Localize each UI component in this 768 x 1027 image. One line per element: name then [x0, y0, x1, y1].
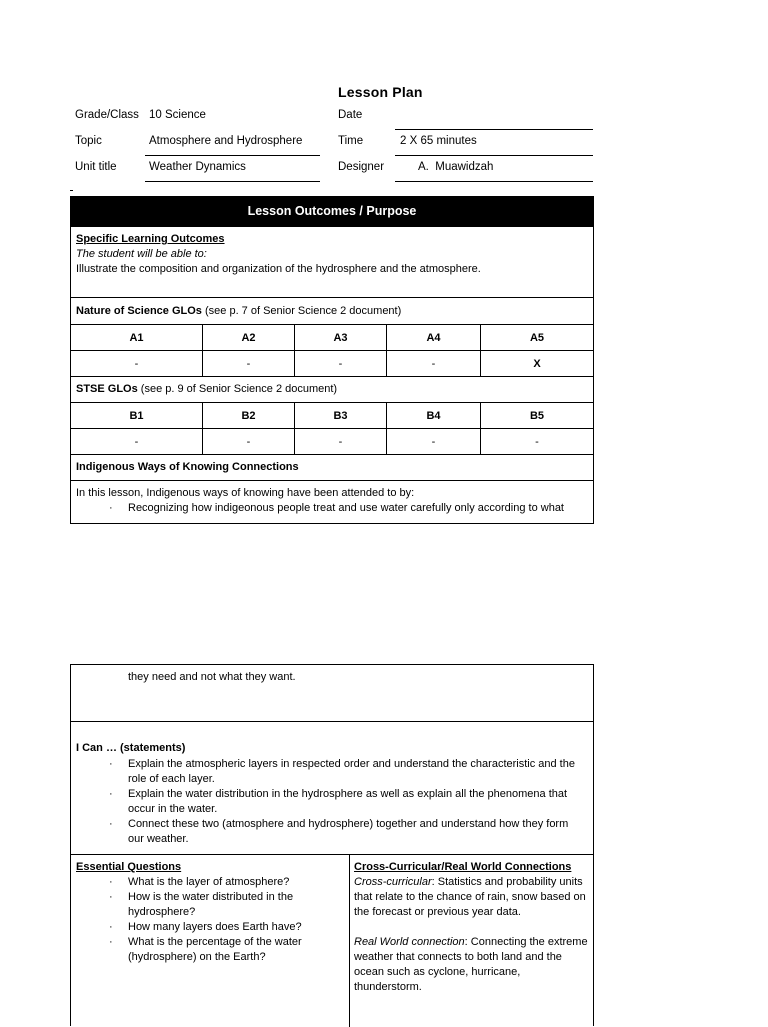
indigenous-intro: In this lesson, Indigenous ways of knowing have been attended to by:: [76, 487, 415, 499]
nos-header-cell: A3: [295, 325, 387, 350]
stse-header-cell: B1: [71, 403, 203, 428]
slo-intro: The student will be able to:: [76, 248, 207, 260]
indigenous-section: [71, 481, 593, 523]
indigenous-heading: Indigenous Ways of Knowing Connections: [76, 461, 299, 473]
eq-heading: Essential Questions: [76, 861, 182, 873]
nos-heading-row: [71, 298, 593, 325]
nos-header-row: [71, 325, 593, 351]
cc-heading: Cross-Curricular/Real World Connections: [354, 861, 572, 873]
stray-mark: [70, 190, 73, 191]
topic-underline: [145, 155, 320, 156]
nos-header-cell: A1: [71, 325, 203, 350]
nos-value-cell: -: [387, 351, 481, 376]
nos-value-cell: -: [71, 351, 203, 376]
continuation-section: [71, 665, 593, 722]
slo-heading: Specific Learning Outcomes: [76, 233, 225, 245]
nos-value-cell: X: [533, 357, 541, 370]
stse-header-row: [71, 403, 593, 429]
eq-item: · How many layers does Earth have?: [71, 920, 344, 935]
stse-header-cell: B3: [295, 403, 387, 428]
topic-label: Topic: [75, 135, 102, 147]
eq-item: · What is the percentage of the water (hydrosphere) on the Earth?: [71, 935, 344, 965]
time-label: Time: [338, 135, 364, 147]
nos-header-cell: A4: [387, 325, 481, 350]
stse-value-cell: -: [203, 429, 295, 454]
designer-value: A. Muawidzah: [418, 161, 494, 173]
nos-note: (see p. 7 of Senior Science 2 document): [201, 305, 402, 317]
stse-header-cell: B2: [203, 403, 295, 428]
date-label: Date: [338, 109, 363, 121]
nos-value-cell: -: [203, 351, 295, 376]
grade-value: 10 Science: [149, 109, 206, 121]
questions-connections-row: [71, 855, 593, 1027]
slo-section: [71, 227, 593, 298]
outcomes-table: [70, 196, 594, 524]
time-value: 2 X 65 minutes: [400, 135, 477, 147]
grade-label: Grade/Class: [75, 109, 139, 121]
rw-text: : Connecting the extreme weather that connects to both land and the ocean such as cyclone, hurricane, thunderstorm.: [354, 936, 588, 993]
stse-value-cell: -: [295, 429, 387, 454]
stse-heading: STSE GLOs: [76, 383, 138, 395]
ican-item: · Explain the atmospheric layers in respected order and understand the characteristic and the role of each layer.: [71, 757, 585, 787]
stse-value-cell: -: [535, 435, 539, 448]
stse-value-cell: -: [387, 429, 481, 454]
indigenous-heading-row: [71, 455, 593, 481]
page-title: Lesson Plan: [338, 84, 423, 100]
eq-item: · What is the layer of atmosphere?: [71, 875, 344, 890]
ican-item: · Connect these two (atmosphere and hydrosphere) together and understand how they form our weather.: [71, 817, 585, 847]
nos-header-cell: A5: [529, 331, 545, 344]
stse-header-cell: B4: [387, 403, 481, 428]
date-underline: [395, 129, 593, 130]
stse-note: (see p. 9 of Senior Science 2 document): [137, 383, 338, 395]
stse-heading-row: [71, 377, 593, 403]
stse-header-cell: B5: [529, 409, 545, 422]
ican-section: [71, 722, 593, 855]
designer-label: Designer: [338, 161, 385, 173]
rw-label: Real World connection: [354, 936, 465, 948]
unit-value: Weather Dynamics: [149, 161, 246, 173]
topic-value: Atmosphere and Hydrosphere: [149, 135, 303, 147]
connections-cell: [350, 855, 593, 1027]
essential-questions-cell: [71, 855, 350, 1027]
page2-table: [70, 664, 594, 1026]
stse-value-cell: -: [71, 429, 203, 454]
unit-underline: [145, 181, 320, 182]
cc-text: : Statistics and probability units that relate to the chance of rain, snow based on the forecast or previous year data.: [354, 876, 586, 918]
outcomes-bar: Lesson Outcomes / Purpose: [71, 197, 593, 227]
nos-header-cell: A2: [203, 325, 295, 350]
stse-value-row: [71, 429, 593, 455]
slo-text: Illustrate the composition and organization of the hydrosphere and the atmosphere.: [76, 263, 481, 275]
nos-heading: Nature of Science GLOs: [76, 305, 202, 317]
designer-underline: [395, 181, 593, 182]
time-underline: [395, 155, 593, 156]
unit-label: Unit title: [75, 161, 117, 173]
eq-item: · How is the water distributed in the hydrosphere?: [71, 890, 344, 920]
nos-value-row: [71, 351, 593, 377]
ican-item: · Explain the water distribution in the hydrosphere as well as explain all the phenomena that occur in the water.: [71, 787, 585, 817]
nos-value-cell: -: [295, 351, 387, 376]
continuation-text: they need and not what they want.: [128, 671, 296, 683]
indigenous-item: · Recognizing how indigeonous people treat and use water carefully only according to what: [71, 501, 591, 516]
ican-heading: I Can … (statements): [76, 742, 186, 754]
cc-label: Cross-curricular: [354, 876, 432, 888]
